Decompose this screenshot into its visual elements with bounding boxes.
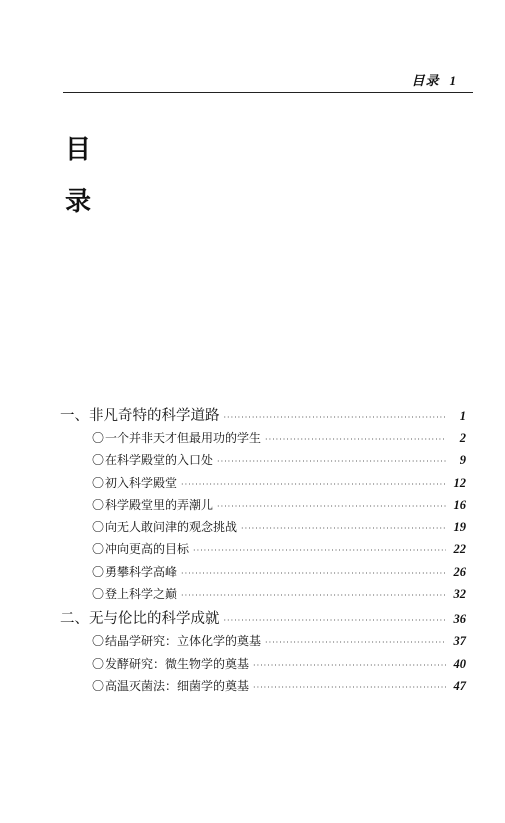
toc-chapter-title: 二、无与伦比的科学成就 (60, 611, 220, 628)
toc-section[interactable] (60, 655, 466, 677)
table-of-contents (60, 404, 466, 699)
dot-leader (253, 683, 446, 692)
page-title-char-1: 目 (65, 135, 92, 165)
header-rule (63, 92, 473, 93)
circle-marker-icon: 〇 (92, 634, 105, 649)
toc-section[interactable] (60, 474, 466, 496)
toc-section[interactable] (60, 540, 466, 562)
toc-section-title: 科学殿堂里的弄潮儿 (105, 497, 214, 512)
dot-leader (265, 638, 446, 647)
toc-section[interactable] (60, 429, 466, 451)
dot-leader (241, 524, 446, 533)
dot-leader (265, 435, 446, 444)
toc-page-number: 12 (453, 475, 466, 490)
toc-page-number: 36 (453, 612, 466, 627)
toc-section-title: 高温灭菌法：细菌学的奠基 (105, 678, 250, 693)
running-head-title: 目录 (411, 73, 440, 88)
toc-section-title: 在科学殿堂的入口处 (105, 453, 214, 468)
toc-page-number: 26 (453, 564, 466, 579)
dot-leader (224, 413, 447, 422)
toc-section[interactable] (60, 563, 466, 585)
toc-section[interactable] (60, 496, 466, 518)
circle-marker-icon: 〇 (92, 453, 105, 468)
dot-leader (181, 591, 446, 600)
circle-marker-icon: 〇 (92, 542, 105, 557)
toc-page-number: 9 (459, 453, 466, 468)
toc-section-title: 一个并非天才但最用功的学生 (105, 431, 262, 445)
toc-page-number: 37 (453, 634, 466, 649)
circle-marker-icon: 〇 (92, 431, 105, 445)
toc-section[interactable] (60, 677, 466, 699)
toc-page-number: 1 (459, 409, 466, 423)
toc-chapter[interactable] (60, 607, 466, 632)
dot-leader (217, 502, 446, 511)
toc-section-title: 初入科学殿堂 (105, 475, 178, 490)
toc-section-title: 结晶学研究：立体化学的奠基 (105, 634, 262, 649)
circle-marker-icon: 〇 (92, 475, 105, 490)
toc-page-number: 2 (459, 431, 466, 445)
circle-marker-icon: 〇 (92, 678, 105, 693)
dot-leader (253, 661, 446, 670)
dot-leader (181, 569, 446, 578)
toc-section[interactable] (60, 585, 466, 607)
page-title-char-2: 录 (65, 187, 92, 217)
toc-page-number: 19 (453, 520, 466, 535)
toc-section[interactable] (60, 451, 466, 473)
toc-chapter-title: 一、非凡奇特的科学道路 (60, 408, 220, 424)
toc-section-title: 登上科学之巅 (105, 587, 178, 602)
running-head (411, 70, 457, 89)
toc-section-title: 勇攀科学高峰 (105, 564, 178, 579)
circle-marker-icon: 〇 (92, 587, 105, 602)
toc-section-title: 发酵研究：微生物学的奠基 (105, 656, 250, 671)
dot-leader (224, 616, 447, 625)
toc-page-number: 47 (453, 678, 466, 693)
toc-page-number: 16 (453, 497, 466, 512)
toc-section-title: 冲向更高的目标 (105, 542, 190, 557)
dot-leader (217, 457, 446, 466)
circle-marker-icon: 〇 (92, 656, 105, 671)
circle-marker-icon: 〇 (92, 520, 105, 535)
circle-marker-icon: 〇 (92, 564, 105, 579)
toc-chapter[interactable] (60, 404, 466, 429)
dot-leader (193, 546, 446, 555)
circle-marker-icon: 〇 (92, 497, 105, 512)
running-head-page-number: 1 (449, 73, 457, 88)
toc-page-number: 32 (453, 587, 466, 602)
toc-section[interactable] (60, 518, 466, 540)
toc-page-number: 40 (453, 656, 466, 671)
toc-section-title: 向无人敢问津的观念挑战 (105, 520, 238, 535)
dot-leader (181, 480, 446, 489)
toc-page-number: 22 (453, 542, 466, 557)
toc-section[interactable] (60, 632, 466, 654)
